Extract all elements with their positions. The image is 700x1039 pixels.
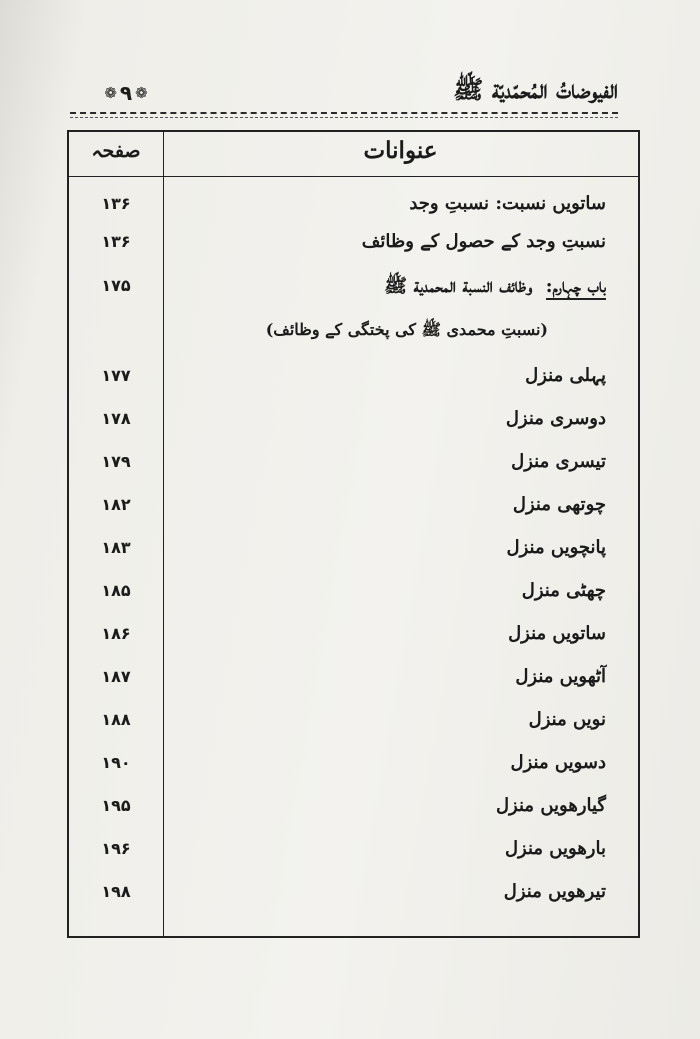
ornament-icon: ❁ <box>104 84 117 102</box>
toc-page-number: ۱۹۵ <box>101 796 131 815</box>
toc-page-number: ۱۹۸ <box>101 882 131 901</box>
toc-page-number: ۱۸۸ <box>101 710 131 729</box>
toc-entry-title: دوسری منزل <box>505 408 606 429</box>
toc-note: (نسبتِ محمدی ﷺ کی پختگی کے وظائف) <box>265 320 548 339</box>
column-header-page: صفحہ <box>91 140 141 162</box>
toc-entry-title: ساتویں نسبت: نسبتِ وجد <box>409 193 606 214</box>
toc-row[interactable] <box>69 872 638 912</box>
page-number: ٩ <box>119 81 133 105</box>
toc-row[interactable] <box>69 743 638 783</box>
toc-page-number: ۱۸۶ <box>101 624 131 643</box>
toc-entry-title: تیرھویں منزل <box>503 881 606 902</box>
chapter-label: باب چہارم: <box>546 275 606 300</box>
book-title: الفیوضاتُ المُحمّدیّة ﷺ <box>453 75 618 104</box>
toc-page-number: ۱۷۸ <box>101 409 131 428</box>
running-head <box>70 72 618 116</box>
toc-page-number: ۱۳۶ <box>101 194 131 213</box>
toc-entry-title: آٹھویں منزل <box>515 666 606 687</box>
toc-page-number: ۱۸۲ <box>101 495 131 514</box>
toc-page-number: ۱۳۶ <box>101 232 131 251</box>
toc-entry-title: نسبتِ وجد کے حصول کے وظائف <box>361 231 606 252</box>
toc-entry-title: پانچویں منزل <box>506 537 606 558</box>
toc-entry-title: پہلی منزل <box>525 365 606 386</box>
chapter-title: وظائف النسبة المحمدیة ﷺ <box>384 275 533 297</box>
toc-row[interactable] <box>69 657 638 697</box>
toc-entry-title: گیارھویں منزل <box>495 795 606 816</box>
toc-row[interactable] <box>69 571 638 611</box>
toc-row[interactable] <box>69 528 638 568</box>
toc-entry-title: دسویں منزل <box>510 752 606 773</box>
toc-entry-title: ساتویں منزل <box>508 623 606 644</box>
toc-row[interactable] <box>69 485 638 525</box>
toc-page-number: ۱۸۳ <box>101 538 131 557</box>
toc-entry-title: تیسری منزل <box>511 451 606 472</box>
toc-row[interactable] <box>69 614 638 654</box>
toc-row[interactable] <box>69 399 638 439</box>
toc-page-number: ۱۷۵ <box>101 276 131 295</box>
toc-page-number: ۱۹۶ <box>101 839 131 858</box>
page-number-badge <box>96 78 156 108</box>
header-rule <box>70 112 618 118</box>
toc-entry-title: چوتھی منزل <box>512 494 606 515</box>
toc-page-number: ۱۸۵ <box>101 581 131 600</box>
toc-row[interactable] <box>69 829 638 869</box>
toc-entry-title: چھٹی منزل <box>521 580 606 601</box>
toc-row[interactable] <box>69 184 638 224</box>
column-header-topics: عنوانات <box>363 137 438 164</box>
toc-page-number: ۱۷۹ <box>101 452 131 471</box>
ornament-icon: ❁ <box>135 84 148 102</box>
toc-note-row <box>69 310 638 350</box>
toc-row[interactable] <box>69 222 638 262</box>
table-of-contents <box>67 130 640 938</box>
toc-chapter-row[interactable] <box>69 266 638 306</box>
toc-entry-title: بارھویں منزل <box>504 838 606 859</box>
toc-entry-title: نویں منزل <box>528 709 606 730</box>
toc-row[interactable] <box>69 356 638 396</box>
toc-row[interactable] <box>69 786 638 826</box>
header-divider <box>69 176 638 177</box>
toc-row[interactable] <box>69 442 638 482</box>
toc-page-number: ۱۷۷ <box>101 366 131 385</box>
toc-page-number: ۱۹۰ <box>101 753 131 772</box>
toc-row[interactable] <box>69 700 638 740</box>
toc-chapter-heading <box>384 266 606 306</box>
toc-page-number: ۱۸۷ <box>101 667 131 686</box>
